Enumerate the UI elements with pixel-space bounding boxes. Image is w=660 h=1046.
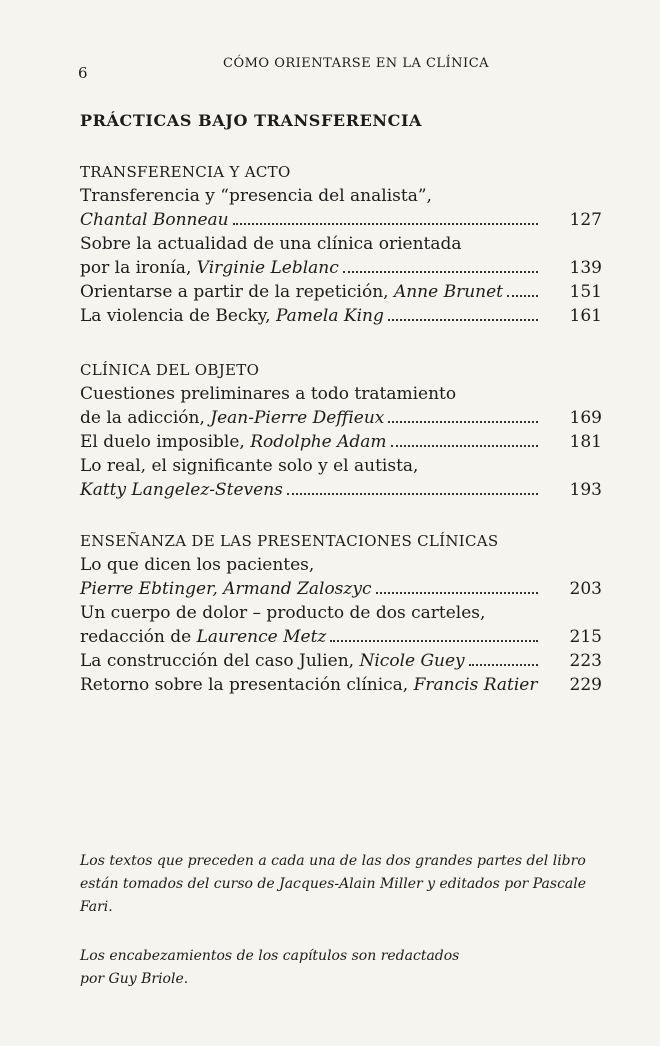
dot-leader — [507, 295, 538, 297]
toc-entry[interactable] — [80, 304, 602, 328]
note-line: están tomados del curso de Jacques-Alain Miller y editados por Pascale — [80, 876, 587, 892]
dot-leader — [388, 319, 538, 321]
dot-leader — [343, 271, 538, 273]
section-clinica-objeto — [80, 359, 602, 502]
section-title: CLÍNICA DEL OBJETO — [80, 361, 260, 379]
headings-note — [80, 945, 610, 991]
entry-text: La construcción del caso Julien, — [80, 651, 360, 671]
dot-leader — [388, 421, 538, 423]
entry-author: Rodolphe Adam — [250, 432, 387, 452]
entry-page-number: 193 — [569, 480, 602, 500]
entry-title-line: Transferencia y “presencia del analista”, — [80, 186, 432, 206]
dot-leader — [391, 445, 538, 447]
toc-entry[interactable] — [80, 430, 602, 454]
dot-leader — [287, 493, 538, 495]
page-number: 6 — [78, 64, 88, 82]
dot-leader — [330, 640, 538, 642]
toc-entry[interactable] — [80, 601, 602, 649]
entry-page-number: 203 — [569, 579, 602, 599]
entry-title-line: Cuestiones preliminares a todo tratamiento — [80, 384, 457, 404]
entry-author: Pamela King — [275, 306, 384, 326]
entry-author: Anne Brunet — [393, 282, 504, 302]
entry-text: Retorno sobre la presentación clínica, — [80, 675, 414, 695]
note-line: Los encabezamientos de los capítulos son redactados — [80, 948, 460, 964]
editorial-note — [80, 850, 610, 919]
entry-page-number: 229 — [569, 675, 602, 695]
dot-leader — [233, 223, 538, 225]
entry-author: Pierre Ebtinger, Armand Zaloszyc — [80, 579, 372, 599]
entry-title-line: Lo que dicen los pacientes, — [80, 555, 315, 575]
entry-text: Orientarse a partir de la repetición, — [80, 282, 394, 302]
entry-text: por la ironía, — [80, 258, 197, 278]
toc-entry[interactable] — [80, 280, 602, 304]
entry-author: Chantal Bonneau — [80, 210, 229, 230]
entry-title-line: Un cuerpo de dolor – producto de dos carteles, — [80, 603, 486, 623]
entry-author: Nicole Guey — [359, 651, 465, 671]
entry-author: Jean-Pierre Deffieux — [210, 408, 385, 428]
entry-page-number: 139 — [569, 258, 602, 278]
entry-title-line: Lo real, el significante solo y el autista, — [80, 456, 419, 476]
dot-leader — [469, 664, 538, 666]
entry-author: Virginie Leblanc — [196, 258, 339, 278]
section-presentaciones — [80, 530, 602, 697]
entry-page-number: 151 — [569, 282, 602, 302]
dot-leader — [376, 592, 539, 594]
running-title: CÓMO ORIENTARSE EN LA CLÍNICA — [223, 56, 490, 71]
toc-entry[interactable] — [80, 232, 602, 280]
note-line: Fari. — [80, 899, 113, 915]
entry-author: Katty Langelez-Stevens — [80, 480, 283, 500]
section-title: ENSEÑANZA DE LAS PRESENTACIONES CLÍNICAS — [80, 532, 499, 550]
toc-entry[interactable] — [80, 184, 602, 232]
entry-text: de la adicción, — [80, 408, 211, 428]
toc-entry[interactable] — [80, 649, 602, 673]
entry-page-number: 161 — [569, 306, 602, 326]
note-line: por Guy Briole. — [80, 971, 189, 987]
note-line: Los textos que preceden a cada una de las dos grandes partes del libro — [80, 853, 586, 869]
entry-page-number: 215 — [569, 627, 602, 647]
entry-page-number: 169 — [569, 408, 602, 428]
entry-page-number: 181 — [569, 432, 602, 452]
entry-text: La violencia de Becky, — [80, 306, 276, 326]
entry-title-line: Sobre la actualidad de una clínica orientada — [80, 234, 462, 254]
running-header — [78, 54, 608, 82]
section-title: TRANSFERENCIA Y ACTO — [80, 163, 291, 181]
entry-page-number: 223 — [569, 651, 602, 671]
entry-text: El duelo imposible, — [80, 432, 251, 452]
section-transferencia — [80, 161, 602, 328]
part-title: PRÁCTICAS BAJO TRANSFERENCIA — [80, 111, 423, 130]
entry-author: Laurence Metz — [196, 627, 327, 647]
toc-entry[interactable] — [80, 673, 602, 697]
toc-entry[interactable] — [80, 454, 602, 502]
toc-entry[interactable] — [80, 382, 602, 430]
toc-entry[interactable] — [80, 553, 602, 601]
entry-text: redacción de — [80, 627, 197, 647]
entry-page-number: 127 — [569, 210, 602, 230]
entry-author: Francis Ratier — [413, 675, 538, 695]
